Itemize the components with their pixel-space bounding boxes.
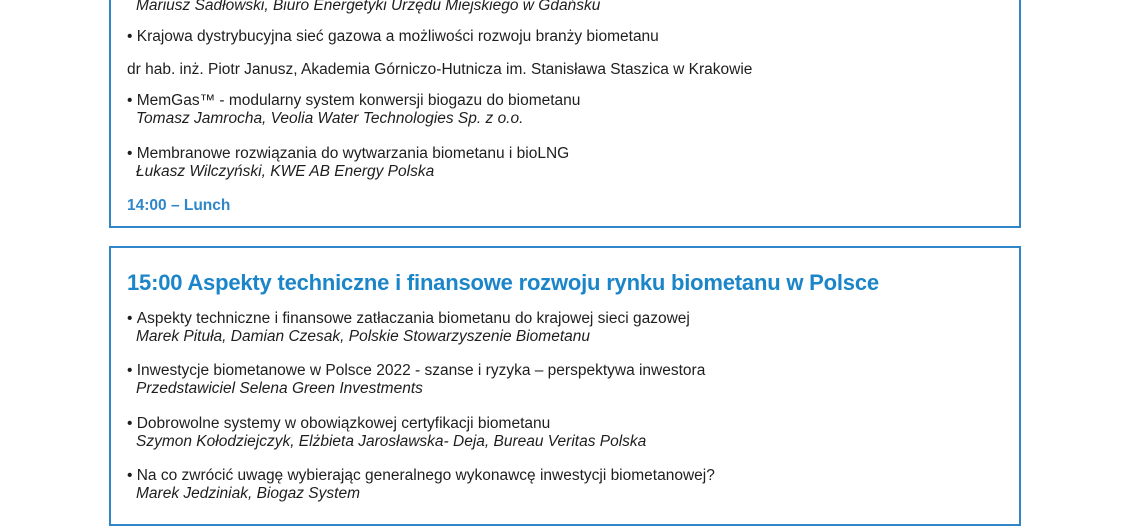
agenda-item-speaker: Marek Pituła, Damian Czesak, Polskie Stowarzyszenie Biometanu xyxy=(136,328,590,345)
agenda-item-title: • Membranowe rozwiązania do wytwarzania biometanu i bioLNG xyxy=(127,145,569,163)
agenda-section-morning xyxy=(109,0,1021,228)
agenda-item-speaker: Marek Jedziniak, Biogaz System xyxy=(136,485,360,502)
agenda-item-speaker: Tomasz Jamrocha, Veolia Water Technologies Sp. z o.o. xyxy=(136,110,524,127)
agenda-item-certification xyxy=(127,415,646,451)
agenda-item-title: • Krajowa dystrybucyjna sieć gazowa a możliwości rozwoju branży biometanu xyxy=(127,28,659,46)
agenda-item-investments xyxy=(127,362,705,398)
agenda-item-contractor xyxy=(127,467,715,503)
agenda-item-memgas xyxy=(127,92,580,128)
agenda-item-speaker-janusz: dr hab. inż. Piotr Janusz, Akademia Górniczo-Hutnicza im. Stanisława Staszica w Krakowie xyxy=(127,61,753,78)
agenda-item-title: • MemGas™ - modularny system konwersji biogazu do biometanu xyxy=(127,92,580,110)
agenda-item-speaker: Szymon Kołodziejczyk, Elżbieta Jarosławska- Deja, Bureau Veritas Polska xyxy=(136,433,647,450)
agenda-item-gas-network xyxy=(127,28,659,46)
agenda-item-title: • Aspekty techniczne i finansowe zatłaczania biometanu do krajowej sieci gazowej xyxy=(127,310,690,328)
lunch-break-label: 14:00 – Lunch xyxy=(127,197,231,214)
agenda-item-membrane xyxy=(127,145,569,181)
agenda-item-speaker: Przedstawiciel Selena Green Investments xyxy=(136,380,423,397)
agenda-item-injection xyxy=(127,310,690,346)
section-heading: 15:00 Aspekty techniczne i finansowe rozwoju rynku biometanu w Polsce xyxy=(127,270,879,295)
agenda-item-gdansk-energy xyxy=(127,0,600,15)
agenda-item-speaker: Mariusz Sadłowski, Biuro Energetyki Urzędu Miejskiego w Gdańsku xyxy=(136,0,601,14)
agenda-item-title: • Inwestycje biometanowe w Polsce 2022 - szanse i ryzyka – perspektywa inwestora xyxy=(127,362,705,380)
agenda-item-speaker: Łukasz Wilczyński, KWE AB Energy Polska xyxy=(136,163,435,180)
agenda-item-title: • Na co zwrócić uwagę wybierając generalnego wykonawcę inwestycji biometanowej? xyxy=(127,467,715,485)
agenda-section-afternoon xyxy=(109,246,1021,526)
agenda-item-title: • Dobrowolne systemy w obowiązkowej certyfikacji biometanu xyxy=(127,415,646,433)
